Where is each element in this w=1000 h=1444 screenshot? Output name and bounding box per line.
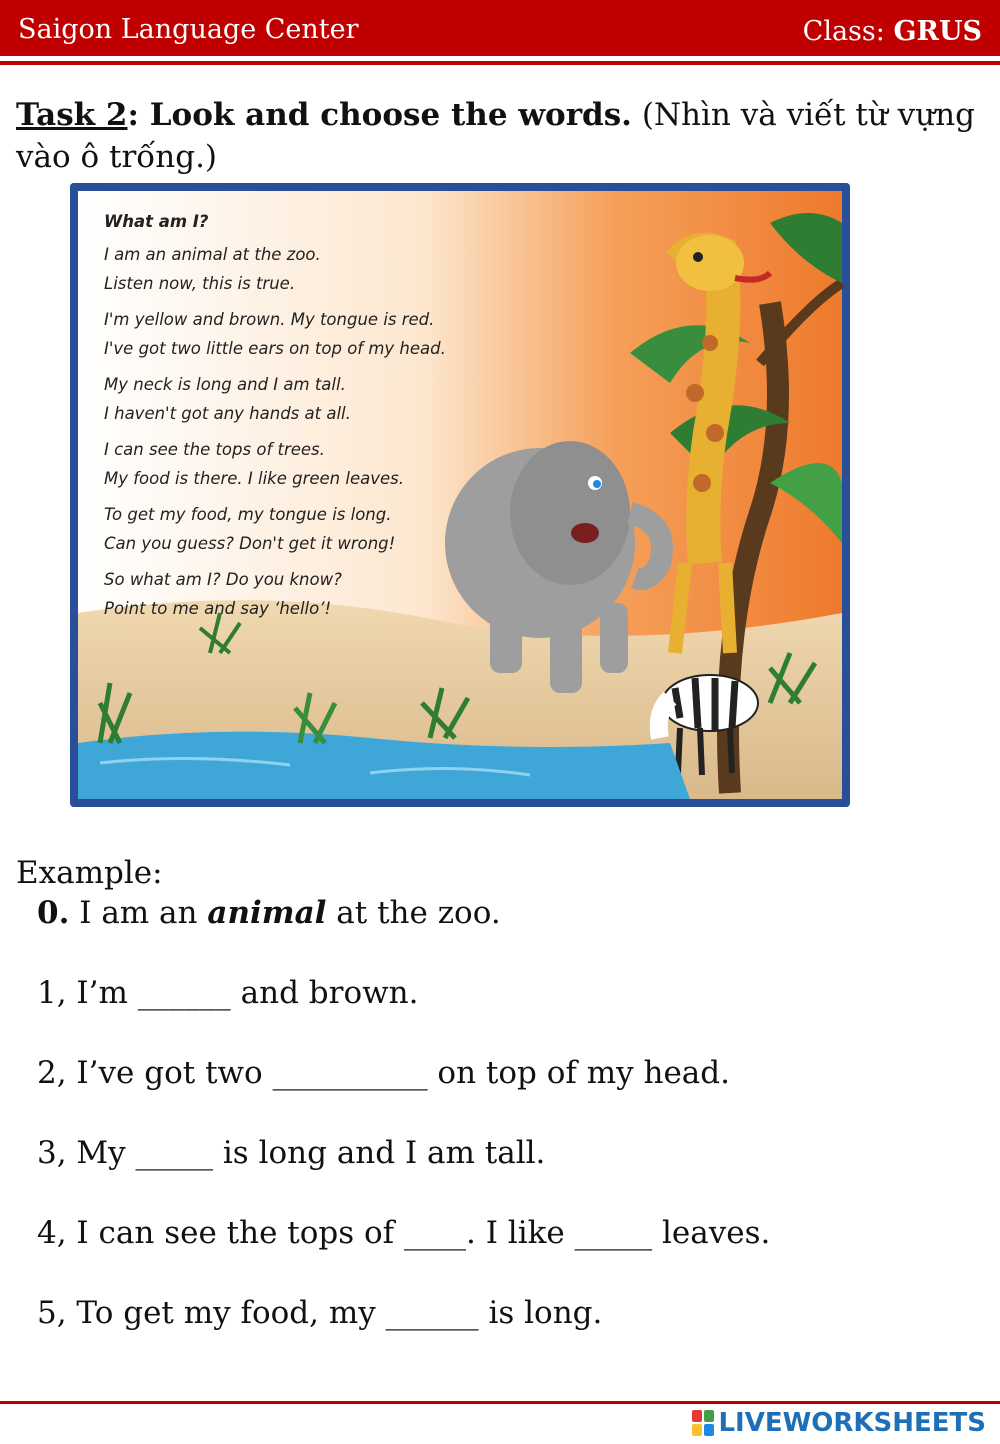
poem-line: Can you guess? Don't get it wrong! [104, 534, 396, 553]
school-name: Saigon Language Center [18, 14, 359, 45]
class-name: GRUS [893, 16, 982, 47]
poem-line: I'm yellow and brown. My tongue is red. [104, 310, 435, 329]
question-2[interactable]: 2, I’ve got two __________ on top of my head. [37, 1055, 730, 1091]
class-label: Class: [802, 16, 894, 47]
question-3[interactable]: 3, My _____ is long and I am tall. [37, 1135, 546, 1171]
poem-line: I haven't got any hands at all. [104, 404, 351, 423]
example-number: 0. [37, 895, 70, 931]
task-label: Task 2 [16, 97, 128, 133]
example-label: Example: [16, 855, 163, 891]
liveworksheets-logo[interactable] [692, 1408, 986, 1438]
poem-text [104, 212, 504, 623]
poem-stanza [104, 500, 504, 558]
poem-line: I've got two little ears on top of my head. [104, 339, 446, 358]
poem-stanza [104, 240, 504, 298]
example-before: I am an [69, 895, 208, 931]
poem-line: So what am I? Do you know? [104, 570, 342, 589]
poem-line: I am an animal at the zoo. [104, 245, 321, 264]
poem-line: My neck is long and I am tall. [104, 375, 346, 394]
header-divider [0, 61, 1000, 65]
question-4[interactable]: 4, I can see the tops of ____. I like _____ leaves. [37, 1215, 771, 1251]
poem-line: My food is there. I like green leaves. [104, 469, 404, 488]
class-info [803, 16, 982, 47]
brand-name: LIVEWORKSHEETS [718, 1408, 986, 1438]
poem-line: Point to me and say ‘hello’! [104, 599, 332, 618]
task-heading [16, 94, 976, 178]
poem-title: What am I? [104, 212, 209, 231]
poem-line: Listen now, this is true. [104, 274, 296, 293]
poem-stanza [104, 370, 504, 428]
question-5[interactable]: 5, To get my food, my ______ is long. [37, 1295, 603, 1331]
page-header [0, 0, 1000, 56]
example-after: at the zoo. [326, 895, 501, 931]
poem-line: To get my food, my tongue is long. [104, 505, 392, 524]
question-1[interactable]: 1, I’m ______ and brown. [37, 975, 419, 1011]
poem-stanza [104, 565, 504, 623]
example-sentence [37, 895, 501, 931]
poem-stanza [104, 305, 504, 363]
task-translation: (Nhìn và viết từ vựng vào ô trống.) [16, 97, 975, 175]
logo-icon [692, 1410, 714, 1436]
example-answer: animal [207, 895, 327, 931]
poem-stanza [104, 435, 504, 493]
task-instruction: : Look and choose the words. [127, 97, 632, 133]
poem-line: I can see the tops of trees. [104, 440, 325, 459]
footer-divider [0, 1401, 1000, 1404]
